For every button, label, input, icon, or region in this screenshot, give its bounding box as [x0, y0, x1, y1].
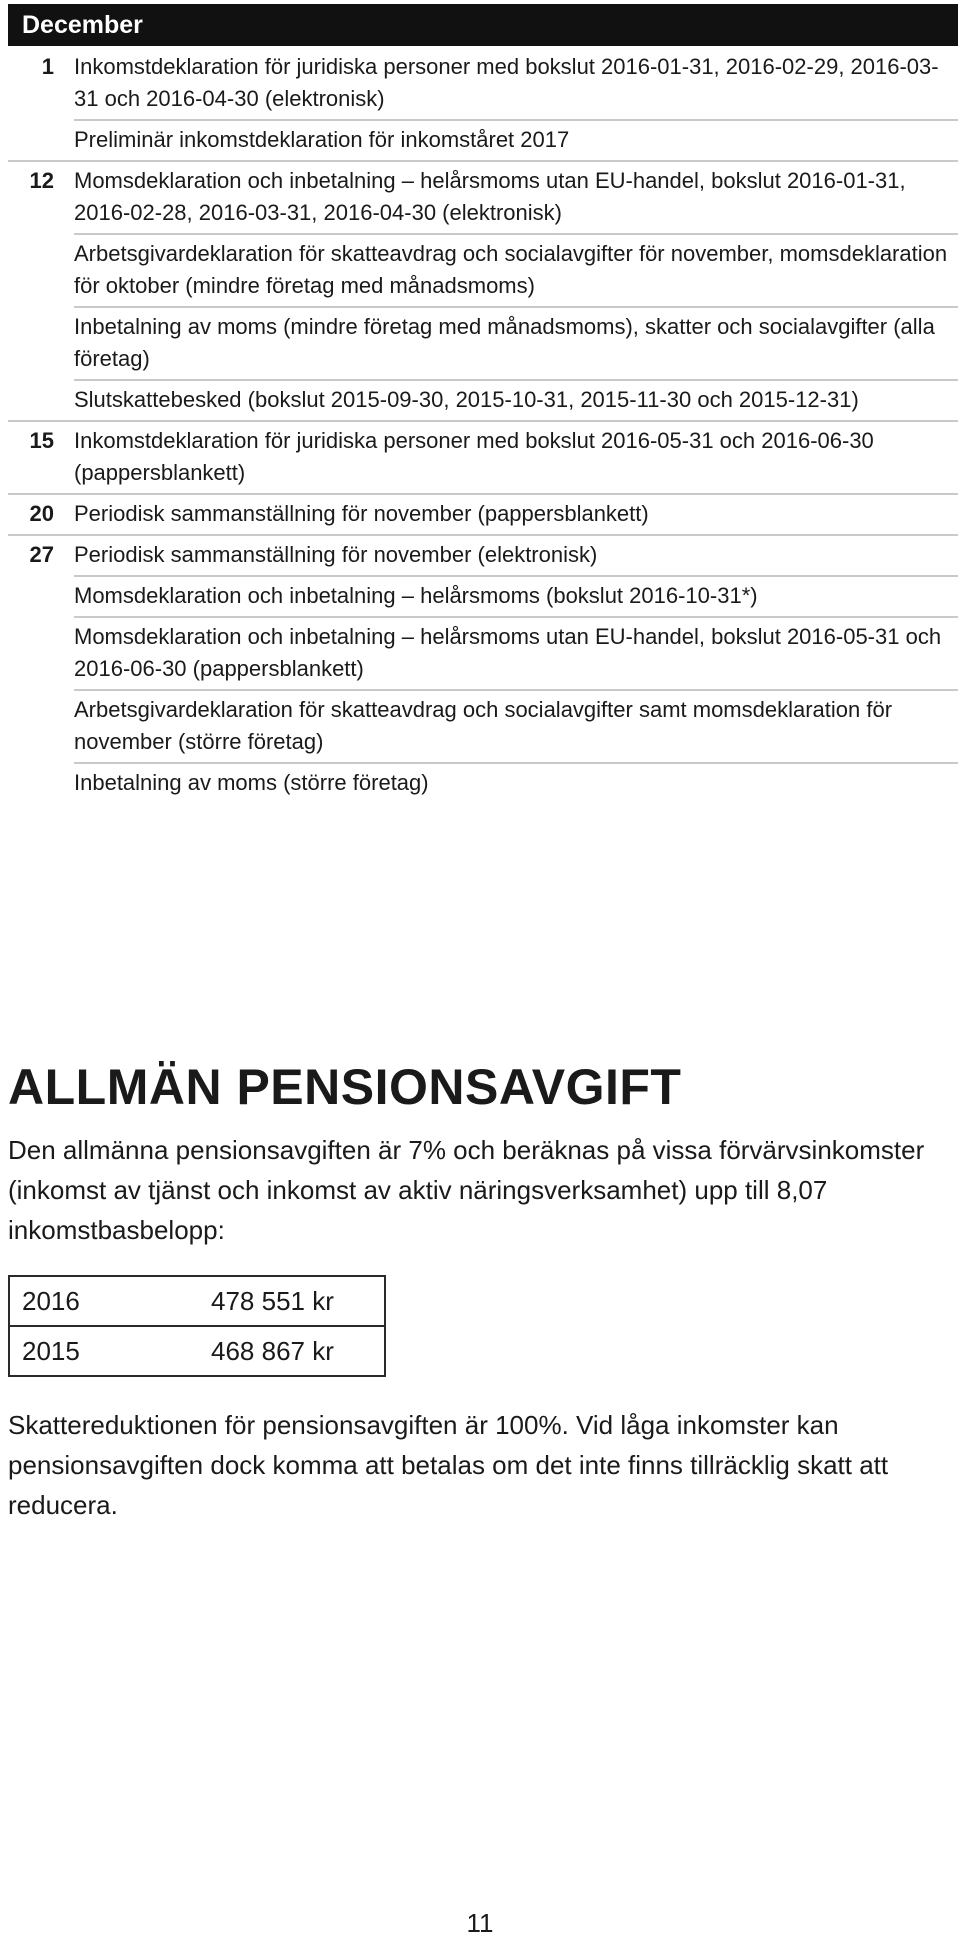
schedule-row: [8, 422, 958, 495]
schedule-entry: Slutskattebesked (bokslut 2015-09-30, 2015-10-31, 2015-11-30 och 2015-12-31): [74, 379, 958, 420]
schedule-entry: Periodisk sammanställning för november (elektronisk): [74, 542, 598, 567]
schedule-entry: Momsdeklaration och inbetalning – helårsmoms utan EU-handel, bokslut 2016-01-31, 2016-02-28, 2016-03-31, 2016-04-30 (elektronisk): [74, 168, 906, 225]
schedule-entries: [74, 422, 958, 493]
schedule-entry: Inbetalning av moms (mindre företag med månadsmoms), skatter och socialavgifter (alla företag): [74, 306, 958, 379]
schedule-entries: [74, 536, 958, 803]
schedule-entry: Inkomstdeklaration för juridiska personer med bokslut 2016-01-31, 2016-02-29, 2016-03-31 och 2016-04-30 (elektronisk): [74, 54, 939, 111]
section-intro-paragraph: Den allmänna pensionsavgiften är 7% och beräknas på vissa förvärvsinkomster (inkomst av tjänst och inkomst av aktiv näringsverksamhet) upp till 8,07 inkomstbasbelopp:: [8, 1135, 925, 1245]
schedule-entries: [74, 495, 958, 534]
section-title: ALLMÄN PENSIONSAVGIFT: [8, 1059, 682, 1115]
schedule-row: [8, 48, 958, 162]
schedule-day: 20: [29, 501, 54, 526]
table-row: [9, 1276, 385, 1326]
schedule-entries: [74, 48, 958, 160]
income-base-table: [8, 1275, 386, 1377]
schedule-entry: Inbetalning av moms (större företag): [74, 762, 958, 803]
schedule-entries: [74, 162, 958, 420]
table-row: [9, 1326, 385, 1376]
deadline-schedule: [8, 48, 958, 803]
month-header: December: [8, 4, 958, 46]
schedule-day: 15: [29, 428, 54, 453]
table-amount-cell: 468 867 kr: [199, 1326, 385, 1376]
schedule-row: [8, 162, 958, 422]
table-year-cell: 2016: [9, 1276, 199, 1326]
section-outro-paragraph: Skattereduktionen för pensionsavgiften är 100%. Vid låga inkomster kan pensionsavgiften dock komma att betalas om det inte finns tillräcklig skatt att reducera.: [8, 1410, 889, 1520]
schedule-day: 1: [41, 54, 54, 79]
table-year-cell: 2015: [9, 1326, 199, 1376]
schedule-row: [8, 536, 958, 803]
schedule-entry: Momsdeklaration och inbetalning – helårsmoms (bokslut 2016-10-31*): [74, 575, 958, 616]
schedule-day: 12: [29, 168, 54, 193]
page-number: 11: [466, 1908, 494, 1938]
schedule-entry: Periodisk sammanställning för november (pappersblankett): [74, 501, 649, 526]
schedule-entry: Arbetsgivardeklaration för skatteavdrag och socialavgifter för november, momsdeklaration för oktober (mindre företag med månadsmoms): [74, 233, 958, 306]
schedule-day: 27: [29, 542, 54, 567]
schedule-row: [8, 495, 958, 536]
schedule-entry: Momsdeklaration och inbetalning – helårsmoms utan EU-handel, bokslut 2016-05-31 och 2016-06-30 (pappersblankett): [74, 616, 958, 689]
schedule-entry: Arbetsgivardeklaration för skatteavdrag och socialavgifter samt momsdeklaration för november (större företag): [74, 689, 958, 762]
table-amount-cell: 478 551 kr: [199, 1276, 385, 1326]
schedule-entry: Inkomstdeklaration för juridiska personer med bokslut 2016-05-31 och 2016-06-30 (pappersblankett): [74, 428, 874, 485]
schedule-entry: Preliminär inkomstdeklaration för inkomståret 2017: [74, 119, 958, 160]
